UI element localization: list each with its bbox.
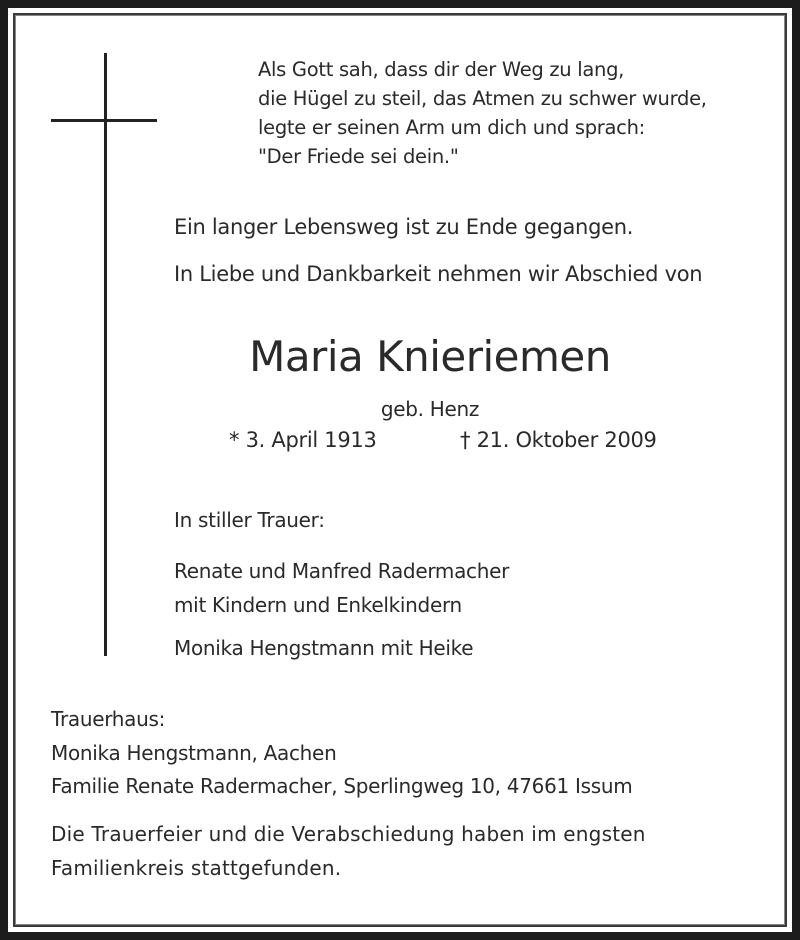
mourner-group-1 [174, 554, 509, 622]
birth-name: geb. Henz [380, 397, 480, 421]
house-label: Trauerhaus: [51, 707, 166, 731]
intro-line-2: In Liebe und Dankbarkeit nehmen wir Abschied von [174, 262, 703, 286]
verse-line: "Der Friede sei dein." [258, 145, 459, 168]
mourner-line: Monika Hengstmann mit Heike [174, 636, 474, 660]
mourner-group-2 [174, 636, 473, 660]
mourner-line: mit Kindern und Enkelkindern [174, 593, 462, 617]
mourners-heading: In stiller Trauer: [174, 508, 325, 532]
verse-line: Als Gott sah, dass dir der Weg zu lang, [258, 58, 625, 81]
verse [258, 55, 707, 171]
house-line: Familie Renate Radermacher, Sperlingweg 10, 47661 Issum [51, 774, 633, 798]
mourner-line: Renate und Manfred Radermacher [174, 559, 510, 583]
closing-line: Die Trauerfeier und die Verabschiedung haben im engsten [51, 822, 646, 846]
cross-horizontal-bar [51, 119, 157, 122]
verse-line: legte er seinen Arm um dich und sprach: [258, 116, 645, 139]
birth-date: * 3. April 1913 [229, 428, 377, 452]
closing-line: Familienkreis stattgefunden. [51, 855, 342, 880]
closing-note [51, 818, 646, 885]
deceased-name: Maria Knieriemen [249, 332, 611, 381]
intro-line-1: Ein langer Lebensweg ist zu Ende gegangen. [174, 215, 634, 239]
house-of-mourning [51, 703, 632, 804]
house-line: Monika Hengstmann, Aachen [51, 740, 337, 765]
death-date: † 21. Oktober 2009 [460, 428, 657, 452]
verse-line: die Hügel zu steil, das Atmen zu schwer wurde, [258, 87, 707, 110]
